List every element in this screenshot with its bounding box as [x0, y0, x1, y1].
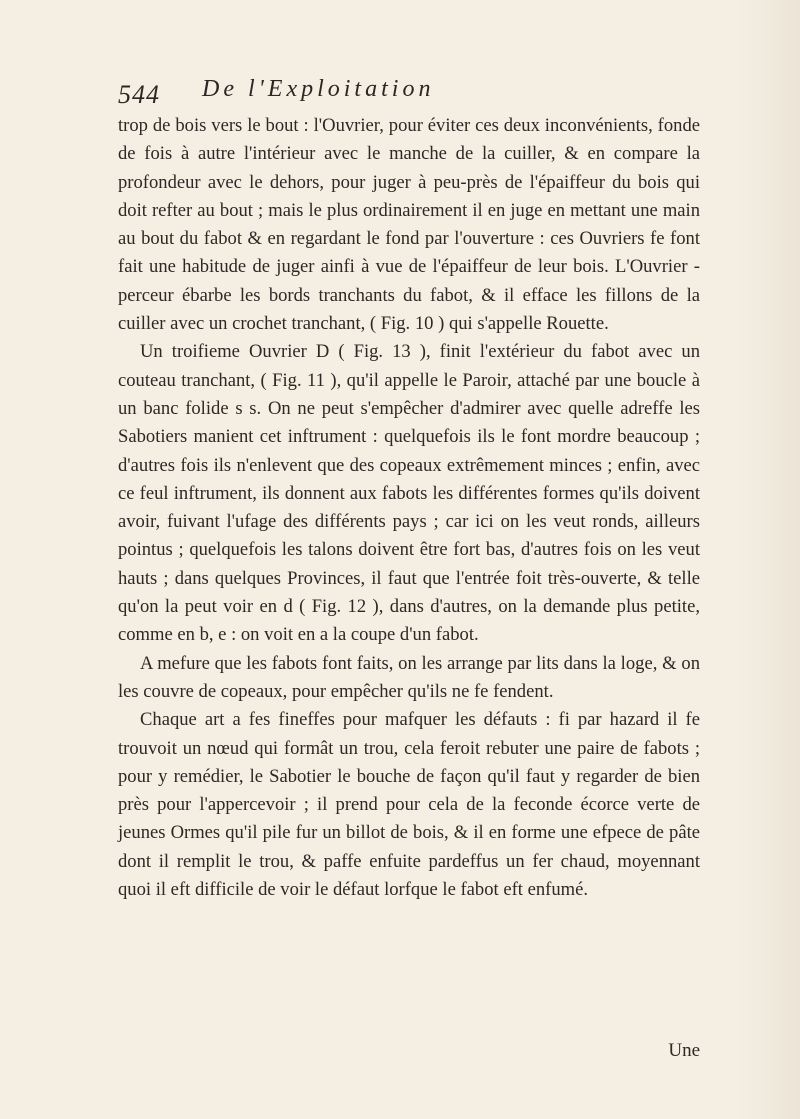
paragraph-1: trop de bois vers le bout : l'Ouvrier, pour éviter ces deux inconvénients, fonde de fois à autre l'intérieur avec le manche de la cuiller, & en compare la profondeur avec le dehors, pour juger à peu-près de l'épaiffeur du bois qui doit refter au bout ; mais le plus ordinairement il en juge en mettant une main au bout du fabot & en regardant le fond par l'ouverture : ces Ouvriers fe font fait une habitude de juger ainfi à vue de l'épaiffeur de leur bois. L'Ouvrier - perceur ébarbe les bords tranchants du fabot, & il efface les fillons de la cuiller avec un crochet tranchant, ( Fig. 10 ) qui s'appelle Rouette.	[118, 115, 700, 335]
page-header	[118, 72, 690, 112]
paragraph-3: A mefure que les fabots font faits, on les arrange par lits dans la loge, & on les couvre de copeaux, pour empêcher qu'ils ne fe fendent.	[118, 652, 700, 702]
page-edge-shadow	[740, 0, 800, 1119]
running-title: De l'Exploitation	[202, 76, 435, 102]
page-number: 544	[118, 80, 160, 109]
catchword: Une	[668, 1040, 700, 1061]
paragraph-4: Chaque art a fes fineffes pour mafquer les défauts : fi par hazard il fe trouvoit un nœud qui formât un trou, cela feroit rebuter une paire de fabots ; pour y remédier, le Sabotier le bouche de façon qu'il faut y regarder de bien près pour l'appercevoir ; il prend pour cela de la feconde écorce verte de jeunes Ormes qu'il pile fur un billot de bois, & il en forme une efpece de pâte dont il remplit le trou, & paffe enfuite pardeffus un fer chaud, moyennant quoi il eft difficile de voir le défaut lorfque le fabot eft enfumé.	[118, 709, 700, 901]
body-text	[118, 112, 700, 904]
paragraph-2: Un troifieme Ouvrier D ( Fig. 13 ), finit l'extérieur du fabot avec un couteau tranchant, ( Fig. 11 ), qu'il appelle le Paroir, attaché par une boucle à un banc folide s s. On ne peut s'empêcher d'admirer avec quelle adreffe les Sabotiers manient cet inftrument : quelquefois ils le font mordre beaucoup ; d'autres fois ils n'enlevent que des copeaux extrêmement minces ; enfin, avec ce feul inftrument, ils donnent aux fabots les différentes formes qu'ils doivent avoir, fuivant l'ufage des différents pays ; car ici on les veut ronds, ailleurs pointus ; quelquefois les talons doivent être fort bas, d'autres fois on les veut hauts ; dans quelques Provinces, il faut que l'entrée foit très-ouverte, & telle qu'on la peut voir en d ( Fig. 12 ), dans d'autres, on la demande plus petite, comme en b, e : on voit en a la coupe d'un fabot.	[118, 341, 700, 646]
